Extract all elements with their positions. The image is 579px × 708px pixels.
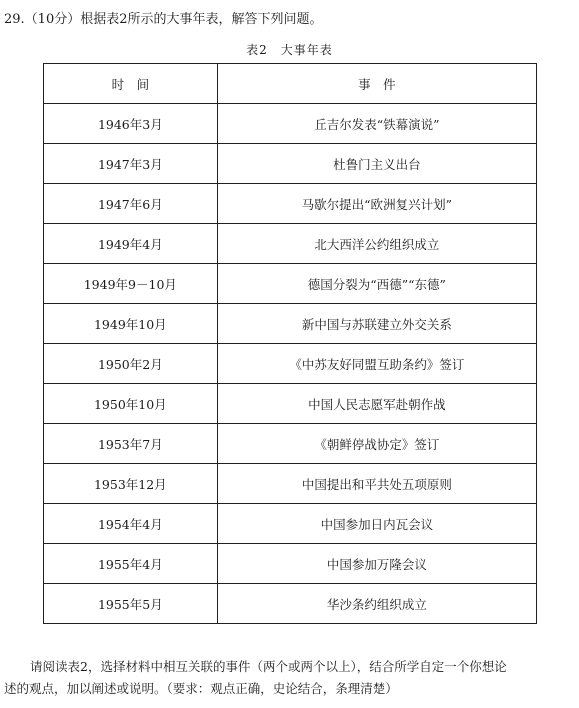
event-cell: 德国分裂为“西德”“东德”	[217, 264, 536, 304]
event-cell: 中国参加日内瓦会议	[217, 504, 536, 544]
time-cell: 1955年4月	[44, 544, 218, 584]
instructions	[4, 656, 574, 700]
header-event: 事 件	[217, 64, 536, 104]
table-body	[44, 104, 537, 624]
instructions-line-1: 请阅读表2，选择材料中相互关联的事件（两个或两个以上），结合所学自定一个你想论	[30, 659, 507, 674]
event-cell: 丘吉尔发表“铁幕演说”	[217, 104, 536, 144]
table-row	[44, 584, 537, 624]
table-row	[44, 264, 537, 304]
table-row	[44, 504, 537, 544]
table-row	[44, 544, 537, 584]
table-row	[44, 224, 537, 264]
time-cell: 1955年5月	[44, 584, 218, 624]
time-cell: 1947年6月	[44, 184, 218, 224]
event-cell: 新中国与苏联建立外交关系	[217, 304, 536, 344]
time-cell: 1947年3月	[44, 144, 218, 184]
question-heading: 29.（10分）根据表2所示的大事年表，解答下列问题。	[4, 12, 323, 27]
table-row	[44, 104, 537, 144]
header-time: 时 间	[44, 64, 218, 104]
time-cell: 1949年4月	[44, 224, 218, 264]
time-cell: 1950年10月	[44, 384, 218, 424]
event-cell: 杜鲁门主义出台	[217, 144, 536, 184]
table-caption: 表2 大事年表	[246, 43, 333, 57]
event-cell: 《中苏友好同盟互助条约》签订	[217, 344, 536, 384]
table-row	[44, 144, 537, 184]
instructions-line-2: 述的观点，加以阐述或说明。（要求：观点正确，史论结合，条理清楚）	[4, 681, 398, 696]
time-cell: 1953年12月	[44, 464, 218, 504]
time-cell: 1953年7月	[44, 424, 218, 464]
table-row	[44, 384, 537, 424]
event-cell: 华沙条约组织成立	[217, 584, 536, 624]
table-row	[44, 344, 537, 384]
table-row	[44, 184, 537, 224]
time-cell: 1954年4月	[44, 504, 218, 544]
event-cell: 中国提出和平共处五项原则	[217, 464, 536, 504]
event-cell: 马歇尔提出“欧洲复兴计划”	[217, 184, 536, 224]
table-row	[44, 304, 537, 344]
time-cell: 1946年3月	[44, 104, 218, 144]
event-cell: 北大西洋公约组织成立	[217, 224, 536, 264]
table-row	[44, 464, 537, 504]
table-row	[44, 424, 537, 464]
event-cell: 《朝鲜停战协定》签订	[217, 424, 536, 464]
time-cell: 1950年2月	[44, 344, 218, 384]
chronology-table	[43, 63, 537, 624]
table-header-row	[44, 64, 537, 104]
event-cell: 中国人民志愿军赴朝作战	[217, 384, 536, 424]
time-cell: 1949年9－10月	[44, 264, 218, 304]
time-cell: 1949年10月	[44, 304, 218, 344]
event-cell: 中国参加万隆会议	[217, 544, 536, 584]
